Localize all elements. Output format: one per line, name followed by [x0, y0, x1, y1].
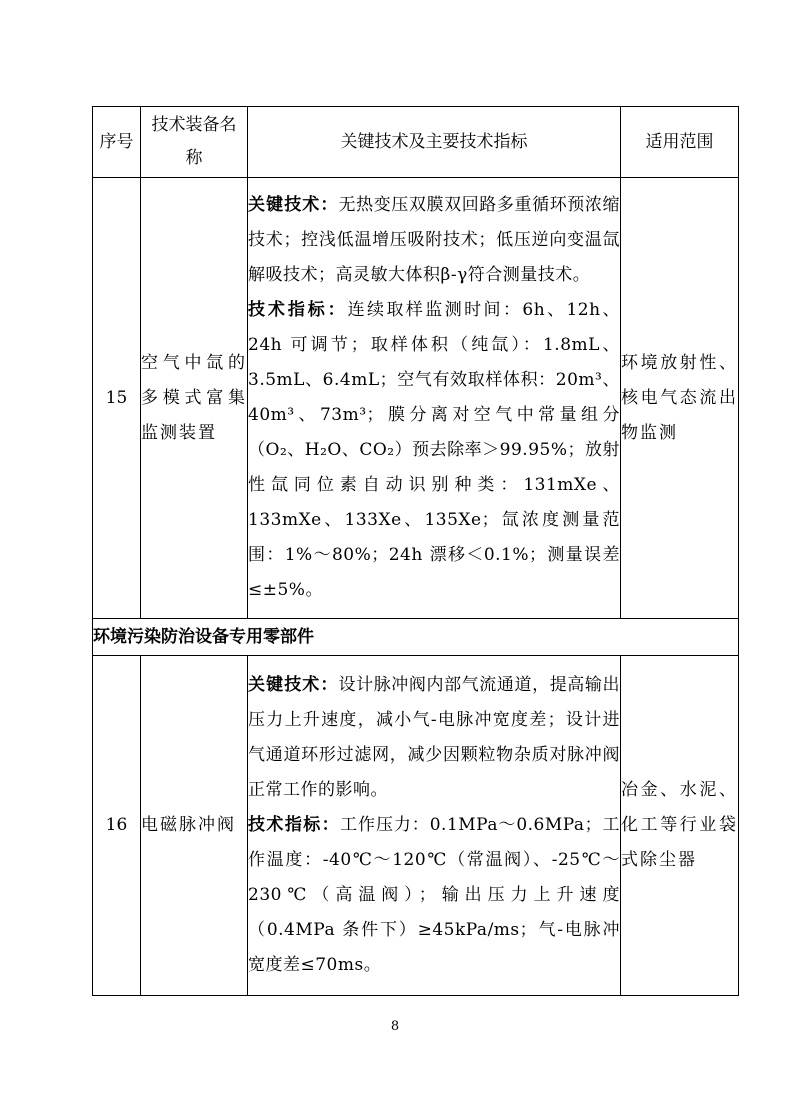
section-row	[93, 619, 739, 656]
key-technology-text: 无热变压双膜双回路多重循环预浓缩技术；控浅低温增压吸附技术；低压逆向变温氙解吸技术；高灵敏大体积β-γ符合测量技术。	[248, 195, 620, 285]
technology-description	[248, 656, 621, 996]
header-application-scope: 适用范围	[621, 107, 739, 178]
equipment-name: 电磁脉冲阀	[141, 656, 248, 996]
header-key-technology: 关键技术及主要技术指标	[248, 107, 621, 178]
indicator-text: 连续取样监测时间：6h、12h、24h 可调节；取样体积（纯氙）：1.8mL、3.5mL、6.4mL；空气有效取样体积：20m³、40m³、73m³；膜分离对空气中常量组分（O₂、H₂O、CO₂）预去除率＞99.95%；放射性氙同位素自动识别种类：131mXe、133mXe、133Xe、135Xe；氙浓度测量范围：1%～80%；24h 漂移＜0.1%；测量误差≤±5%。	[248, 300, 620, 600]
indicator-label: 技术指标：	[248, 300, 348, 320]
row-number: 15	[93, 178, 141, 619]
header-equipment-name: 技术装备名称	[141, 107, 248, 178]
indicator-paragraph	[248, 808, 620, 983]
equipment-name: 空气中氙的多模式富集监测装置	[141, 178, 248, 619]
key-technology-label: 关键技术：	[248, 195, 339, 215]
technology-description	[248, 178, 621, 619]
header-serial-number: 序号	[93, 107, 141, 178]
indicator-paragraph	[248, 293, 620, 608]
key-technology-label: 关键技术：	[248, 675, 339, 695]
key-technology-text: 设计脉冲阀内部气流通道，提高输出压力上升速度，减小气-电脉冲宽度差；设计进气通道环形过滤网，减少因颗粒物杂质对脉冲阀正常工作的影响。	[248, 675, 620, 800]
table-row	[93, 656, 739, 996]
key-technology-paragraph	[248, 668, 620, 808]
key-technology-paragraph	[248, 188, 620, 293]
page-number: 8	[390, 1019, 400, 1034]
application-scope: 冶金、水泥、化工等行业袋式除尘器	[621, 656, 739, 996]
equipment-table	[92, 106, 739, 996]
table-row	[93, 178, 739, 619]
application-scope: 环境放射性、核电气态流出物监测	[621, 178, 739, 619]
indicator-text: 工作压力：0.1MPa～0.6MPa；工作温度：-40℃～120℃（常温阀）、-25℃～230℃（高温阀）；输出压力上升速度（0.4MPa 条件下）≥45kPa/ms；气-电脉冲宽度差≤70ms。	[248, 815, 620, 975]
section-title: 环境污染防治设备专用零部件	[93, 619, 739, 656]
table-header-row	[93, 107, 739, 178]
indicator-label: 技术指标：	[248, 815, 341, 835]
row-number: 16	[93, 656, 141, 996]
